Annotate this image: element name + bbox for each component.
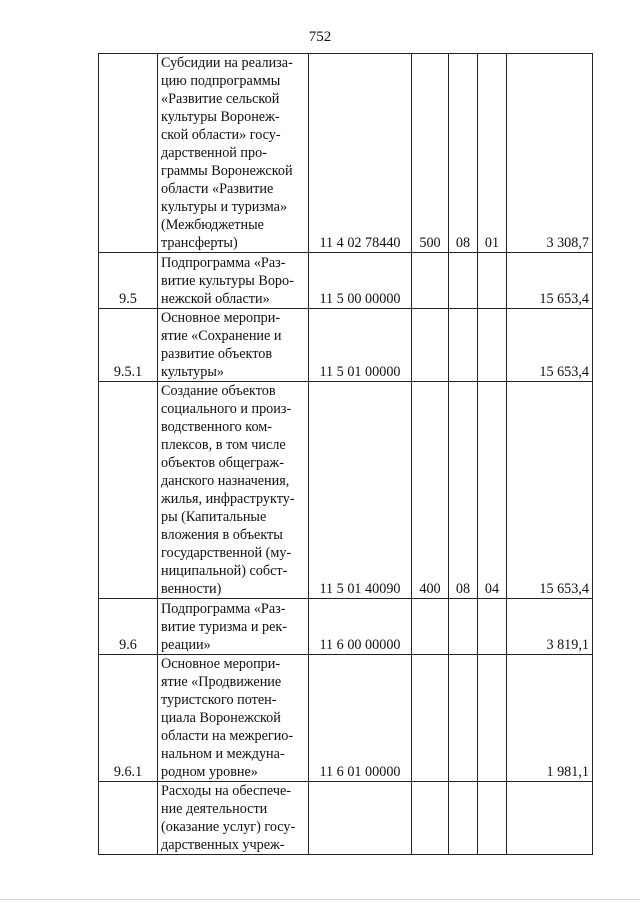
table-row — [99, 54, 593, 253]
row-amount: 15 653,4 — [507, 382, 593, 599]
row-number — [99, 54, 158, 253]
row-name: Субсидии на реализа- цию подпрограммы «Развитие сельской культуры Воронеж- ской области» госу- дарственной про- граммы Воронежской области «Развитие культуры и туризма» (Межбюджетные трансферты) — [158, 54, 309, 253]
row-target-code: 11 5 01 40090 — [309, 382, 412, 599]
row-expense-type: 500 — [412, 54, 449, 253]
budget-table — [98, 53, 593, 855]
table-row — [99, 782, 593, 855]
row-target-code: 11 5 01 00000 — [309, 309, 412, 382]
row-target-code: 11 6 01 00000 — [309, 655, 412, 782]
table-row — [99, 599, 593, 655]
row-section — [449, 655, 478, 782]
row-subsection: 01 — [478, 54, 507, 253]
row-amount: 3 819,1 — [507, 599, 593, 655]
row-number: 9.5.1 — [99, 309, 158, 382]
row-name: Создание объектов социального и произ- водственного ком- плексов, в том числе объектов общеграж- данского назначения, жилья, инфраструкту- ры (Капитальные вложения в объекты государственной (му- ниципальной) собст- венности) — [158, 382, 309, 599]
row-section — [449, 599, 478, 655]
row-section — [449, 309, 478, 382]
row-number: 9.6.1 — [99, 655, 158, 782]
row-name: Подпрограмма «Раз- витие культуры Воро- нежской области» — [158, 253, 309, 309]
row-number — [99, 782, 158, 855]
row-name: Основное меропри- ятие «Продвижение туристского потен- циала Воронежской области на межрегио- нальном и междуна- родном уровне» — [158, 655, 309, 782]
table-row — [99, 253, 593, 309]
row-section — [449, 782, 478, 855]
row-target-code: 11 6 00 00000 — [309, 599, 412, 655]
row-expense-type — [412, 782, 449, 855]
table-row — [99, 655, 593, 782]
row-amount: 1 981,1 — [507, 655, 593, 782]
row-name: Расходы на обеспече- ние деятельности (оказание услуг) госу- дарственных учреж- — [158, 782, 309, 855]
row-subsection — [478, 599, 507, 655]
table-row — [99, 382, 593, 599]
row-target-code: 11 5 00 00000 — [309, 253, 412, 309]
row-amount: 3 308,7 — [507, 54, 593, 253]
row-subsection — [478, 655, 507, 782]
row-subsection — [478, 309, 507, 382]
row-amount: 15 653,4 — [507, 309, 593, 382]
row-subsection: 04 — [478, 382, 507, 599]
row-amount: 15 653,4 — [507, 253, 593, 309]
row-subsection — [478, 253, 507, 309]
row-expense-type — [412, 309, 449, 382]
row-amount — [507, 782, 593, 855]
row-target-code: 11 4 02 78440 — [309, 54, 412, 253]
row-number: 9.5 — [99, 253, 158, 309]
row-target-code — [309, 782, 412, 855]
row-section: 08 — [449, 54, 478, 253]
row-expense-type: 400 — [412, 382, 449, 599]
scan-edge-line — [0, 899, 640, 900]
row-expense-type — [412, 253, 449, 309]
row-expense-type — [412, 599, 449, 655]
page-number: 752 — [308, 29, 332, 45]
row-section — [449, 253, 478, 309]
row-number — [99, 382, 158, 599]
row-subsection — [478, 782, 507, 855]
row-number: 9.6 — [99, 599, 158, 655]
row-name: Подпрограмма «Раз- витие туризма и рек- реации» — [158, 599, 309, 655]
row-name: Основное меропри- ятие «Сохранение и развитие объектов культуры» — [158, 309, 309, 382]
row-expense-type — [412, 655, 449, 782]
table-row — [99, 309, 593, 382]
row-section: 08 — [449, 382, 478, 599]
